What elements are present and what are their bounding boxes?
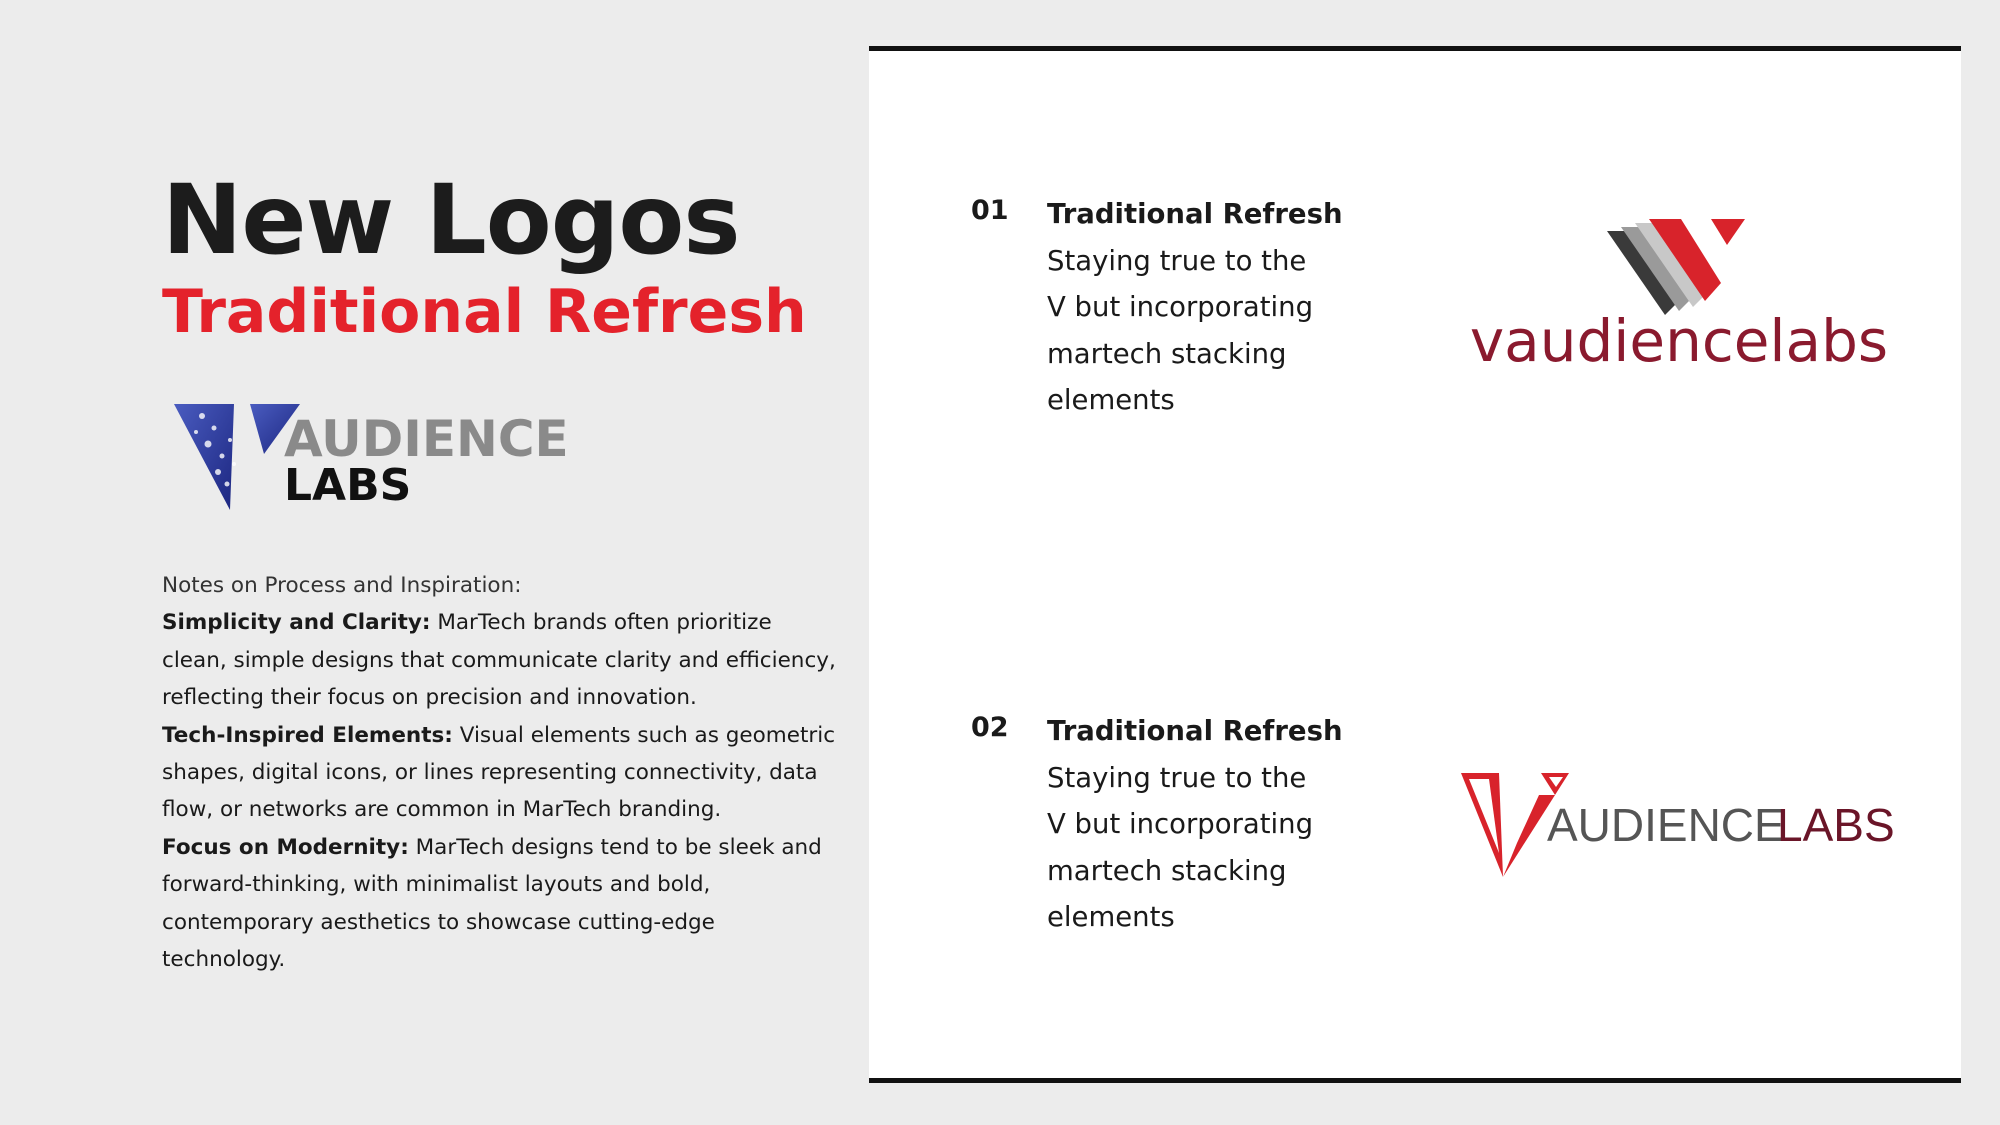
note-heading: Tech-Inspired Elements: bbox=[162, 722, 453, 748]
option-description: Staying true to the V but incorporating martech stacking elements bbox=[1047, 761, 1314, 933]
note-item bbox=[162, 717, 842, 829]
option-title: Traditional Refresh bbox=[1047, 198, 1343, 230]
option-description: Staying true to the V but incorporating martech stacking elements bbox=[1047, 244, 1314, 416]
stack-red-triangle bbox=[1711, 219, 1745, 245]
logo-word-audience: AUDIENCE bbox=[284, 410, 569, 468]
note-text: Visual elements such as geometric shapes, digital icons, or lines representing connectivity, data flow, or networks are common in MarTech branding. bbox=[162, 722, 836, 823]
logo-wordmark: vaudiencelabs bbox=[1469, 307, 1889, 375]
logo-word-audience: AUDIENCE bbox=[1547, 799, 1785, 851]
v-left-mark bbox=[174, 404, 234, 510]
note-heading: Simplicity and Clarity: bbox=[162, 610, 431, 636]
v-audiencelabs-logo bbox=[1459, 769, 1909, 879]
logo-option-02 bbox=[869, 569, 1961, 1083]
option-description-block bbox=[1047, 708, 1377, 941]
option-description-block bbox=[1047, 191, 1377, 424]
note-text: MarTech brands often prioritize clean, simple designs that communicate clarity and efficiency, reflecting their focus on precision and innovation. bbox=[162, 610, 836, 711]
note-heading: Focus on Modernity: bbox=[162, 834, 409, 860]
notes-intro: Notes on Process and Inspiration: bbox=[162, 573, 522, 598]
note-item bbox=[162, 604, 842, 716]
current-audience-labs-logo bbox=[172, 398, 592, 513]
option-number: 01 bbox=[971, 195, 1009, 226]
logo-word-labs: LABS bbox=[1777, 799, 1895, 851]
process-notes bbox=[162, 567, 842, 978]
note-text: MarTech designs tend to be sleek and forward-thinking, with minimalist layouts and bold, contemporary aesthetics to showcase cutting-edge technology. bbox=[162, 834, 822, 973]
logo-word-labs: LABS bbox=[284, 460, 412, 511]
page-subtitle: Traditional Refresh bbox=[162, 277, 807, 347]
vaudiencelabs-logo bbox=[1469, 211, 1889, 381]
note-item bbox=[162, 829, 842, 979]
page-title: New Logos bbox=[162, 164, 740, 276]
logo-option-01 bbox=[869, 46, 1961, 574]
option-title: Traditional Refresh bbox=[1047, 715, 1343, 747]
option-number: 02 bbox=[971, 712, 1009, 743]
